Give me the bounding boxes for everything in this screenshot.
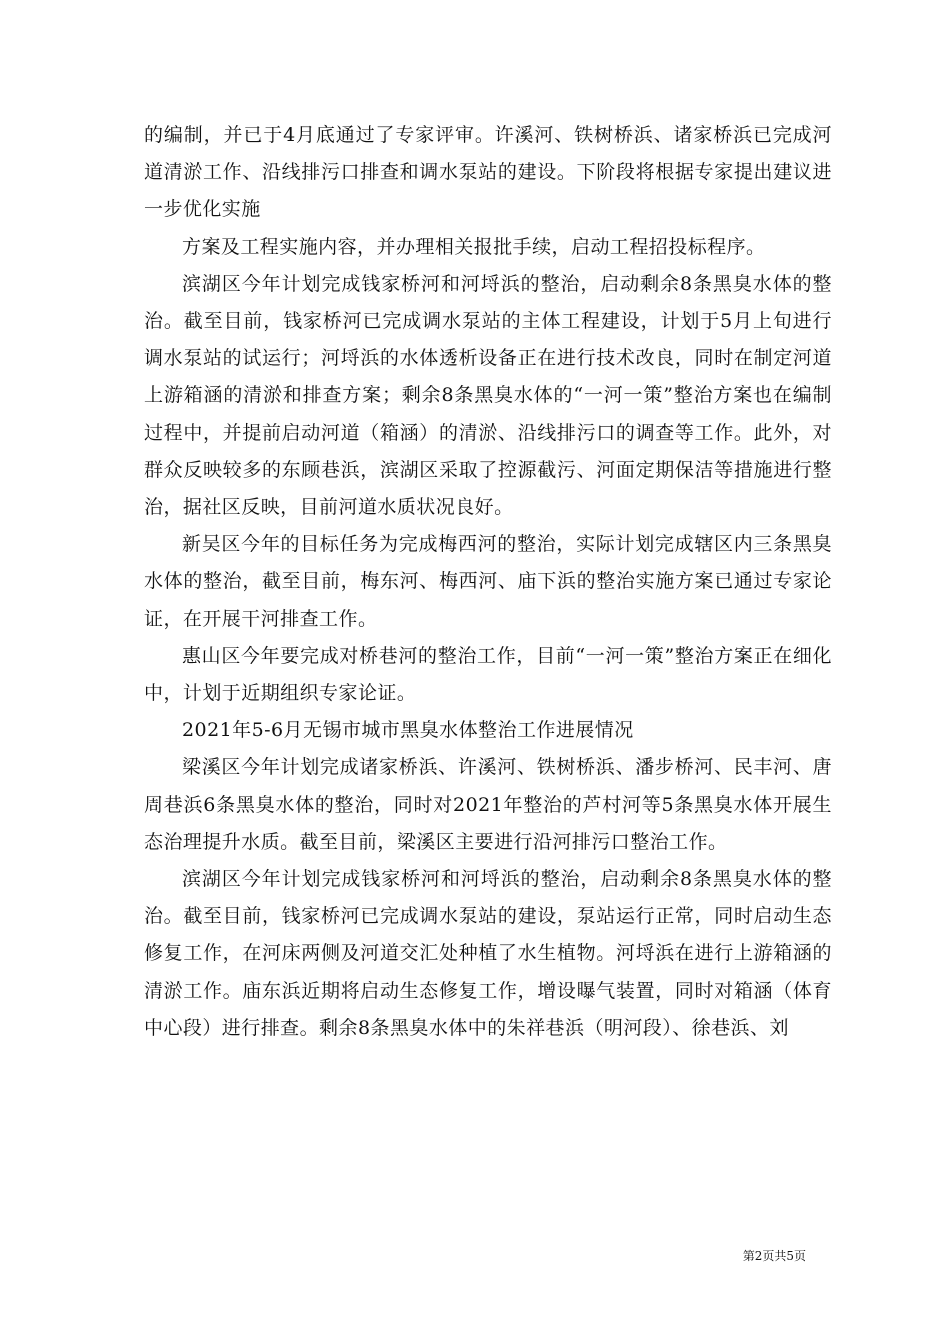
page-number: 第2页共5页 bbox=[742, 1249, 806, 1263]
paragraph-7: 滨湖区今年计划完成钱家桥河和河埒浜的整治，启动剩余8条黑臭水体的整治。截至目前，钱家桥河已完成调水泵站的建设，泵站运行正常，同时启动生态修复工作，在河床两侧及河道交汇处种植了水生植物。河埒浜在进行上游箱涵的清淤工作。庙东浜近期将启动生态修复工作，增设曝气装置，同时对箱涵（体育中心段）进行排查。剩余8条黑臭水体中的朱祥巷浜（明河段）、徐巷浜、刘 bbox=[144, 868, 832, 1039]
section-heading: 2021年5-6月无锡市城市黑臭水体整治工作进展情况 bbox=[182, 719, 634, 742]
paragraph-2: 方案及工程实施内容，并办理相关报批手续，启动工程招投标程序。 bbox=[182, 235, 766, 258]
paragraph-6: 梁溪区今年计划完成诸家桥浜、许溪河、铁树桥浜、潘步桥河、民丰河、唐周巷浜6条黑臭水体的整治，同时对2021年整治的芦村河等5条黑臭水体开展生态治理提升水质。截至目前，梁溪区主要进行沿河排污口整治工作。 bbox=[144, 756, 832, 853]
paragraph-1: 的编制，并已于4月底通过了专家评审。许溪河、铁树桥浜、诸家桥浜已完成河道清淤工作、沿线排污口排查和调水泵站的建设。下阶段将根据专家提出建议进一步优化实施 bbox=[144, 124, 832, 221]
paragraph-5: 惠山区今年要完成对桥巷河的整治工作，目前“一河一策”整治方案正在细化中，计划于近期组织专家论证。 bbox=[144, 644, 832, 705]
paragraph-3: 滨湖区今年计划完成钱家桥河和河埒浜的整治，启动剩余8条黑臭水体的整治。截至目前，钱家桥河已完成调水泵站的主体工程建设，计划于5月上旬进行调水泵站的试运行；河埒浜的水体透析设备正在进行技术改良，同时在制定河道上游箱涵的清淤和排查方案；剩余8条黑臭水体的“一河一策”整治方案也在编制过程中，并提前启动河道（箱涵）的清淤、沿线排污口的调查等工作。此外，对群众反映较多的东顾巷浜，滨湖区采取了控源截污、河面定期保洁等措施进行整治，据社区反映，目前河道水质状况良好。 bbox=[144, 272, 832, 519]
document-body bbox=[144, 117, 832, 1047]
paragraph-4: 新吴区今年的目标任务为完成梅西河的整治，实际计划完成辖区内三条黑臭水体的整治，截至目前，梅东河、梅西河、庙下浜的整治实施方案已通过专家论证，在开展干河排查工作。 bbox=[144, 533, 832, 630]
